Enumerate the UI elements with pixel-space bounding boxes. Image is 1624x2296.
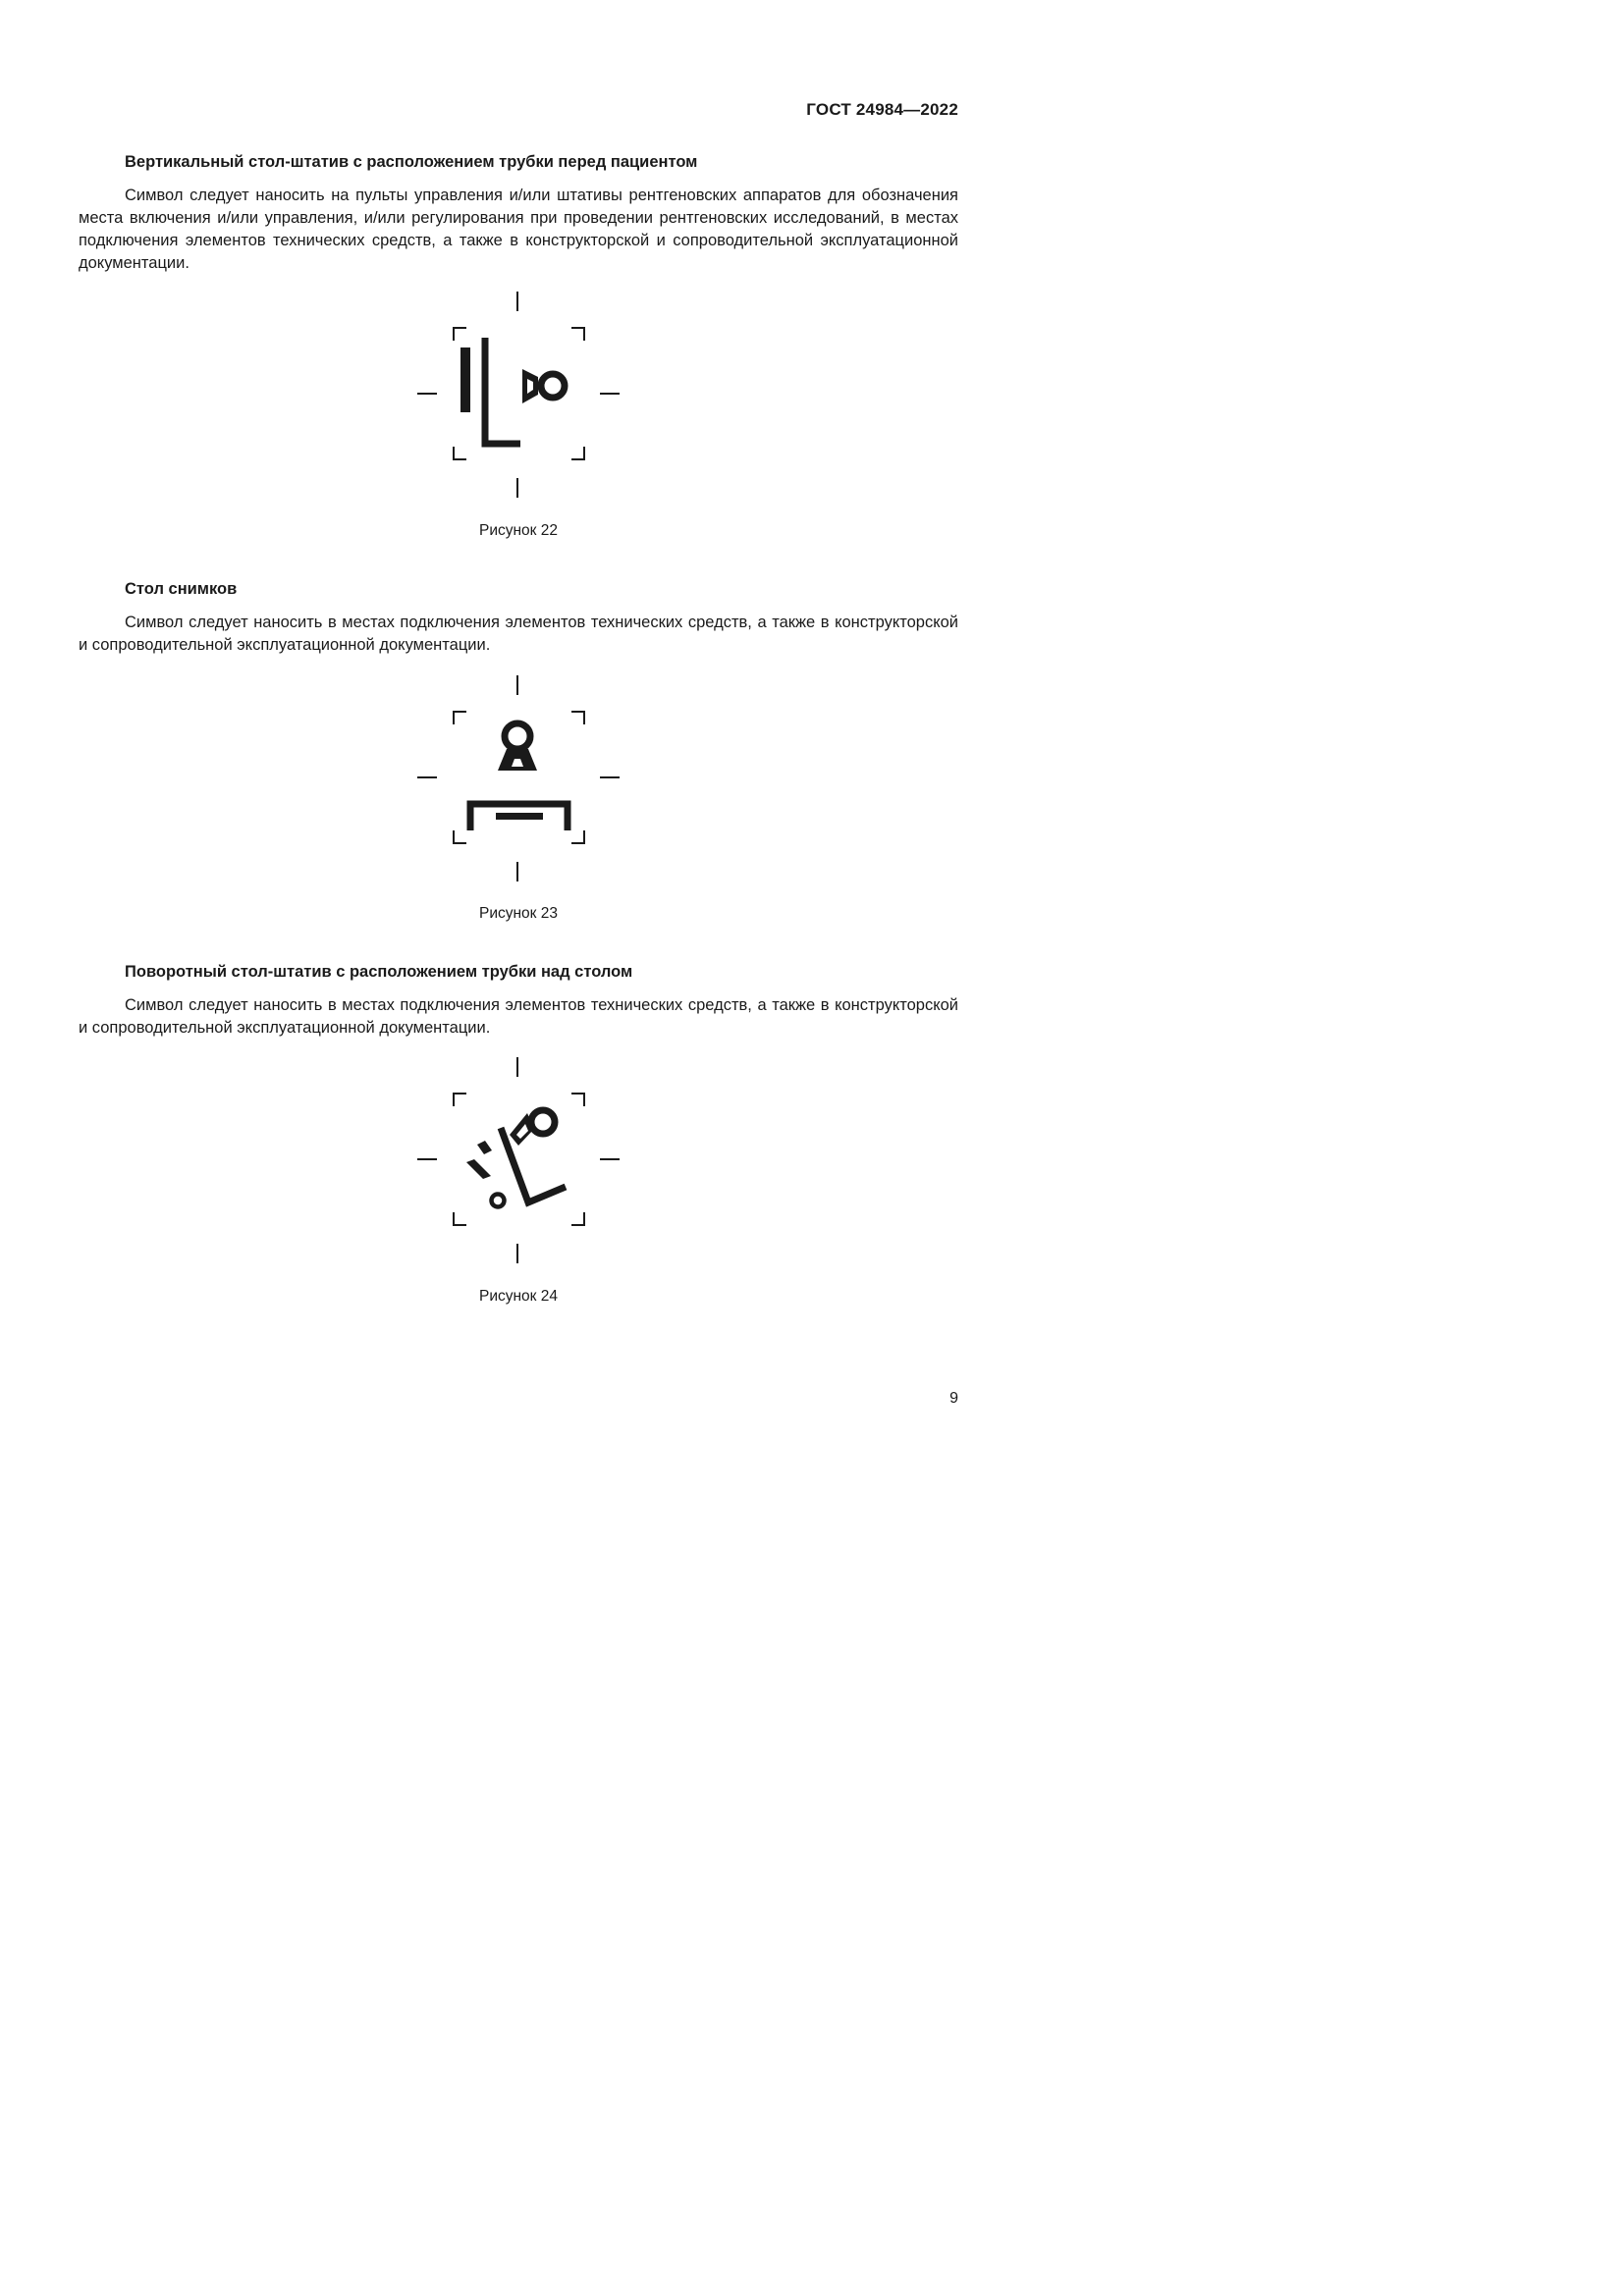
- rotating-table-tube-above-icon: [412, 1052, 624, 1268]
- figure-22-caption: Рисунок 22: [478, 522, 558, 539]
- vertical-table-tube-front-icon: [412, 287, 624, 503]
- section-text-snapshot-table: Символ следует наносить в местах подключения элементов технических средств, а также в конструкторской и сопроводительной эксплуатационной документации.: [79, 614, 958, 654]
- figure-24-symbol: [412, 1052, 624, 1268]
- section-heading-rotating-table: Поворотный стол-штатив с расположением трубки над столом: [125, 963, 633, 981]
- section-text-vertical-table: Символ следует наносить на пульты управления и/или штативы рентгеновских аппаратов для обозначения места включения и/или управления, и/или регулирования при проведении рентгеновских исследований, в местах подключения элементов технических средств, а также в конструкторской и сопроводительной эксплуатационной документации.: [79, 187, 958, 272]
- document-standard-number: ГОСТ 24984—2022: [806, 100, 958, 119]
- figure-23-symbol: [412, 670, 624, 886]
- snapshot-table-icon: [412, 670, 624, 886]
- section-heading-vertical-table: Вертикальный стол-штатив с расположением трубки перед пациентом: [125, 153, 698, 171]
- section-text-rotating-table: Символ следует наносить в местах подключения элементов технических средств, а также в конструкторской и сопроводительной эксплуатационной документации.: [79, 996, 958, 1037]
- section-heading-snapshot-table: Стол снимков: [125, 580, 238, 598]
- figure-23-caption: Рисунок 23: [478, 905, 558, 922]
- figure-22-symbol: [412, 287, 624, 503]
- page-number: 9: [949, 1390, 958, 1407]
- figure-24-caption: Рисунок 24: [478, 1288, 558, 1305]
